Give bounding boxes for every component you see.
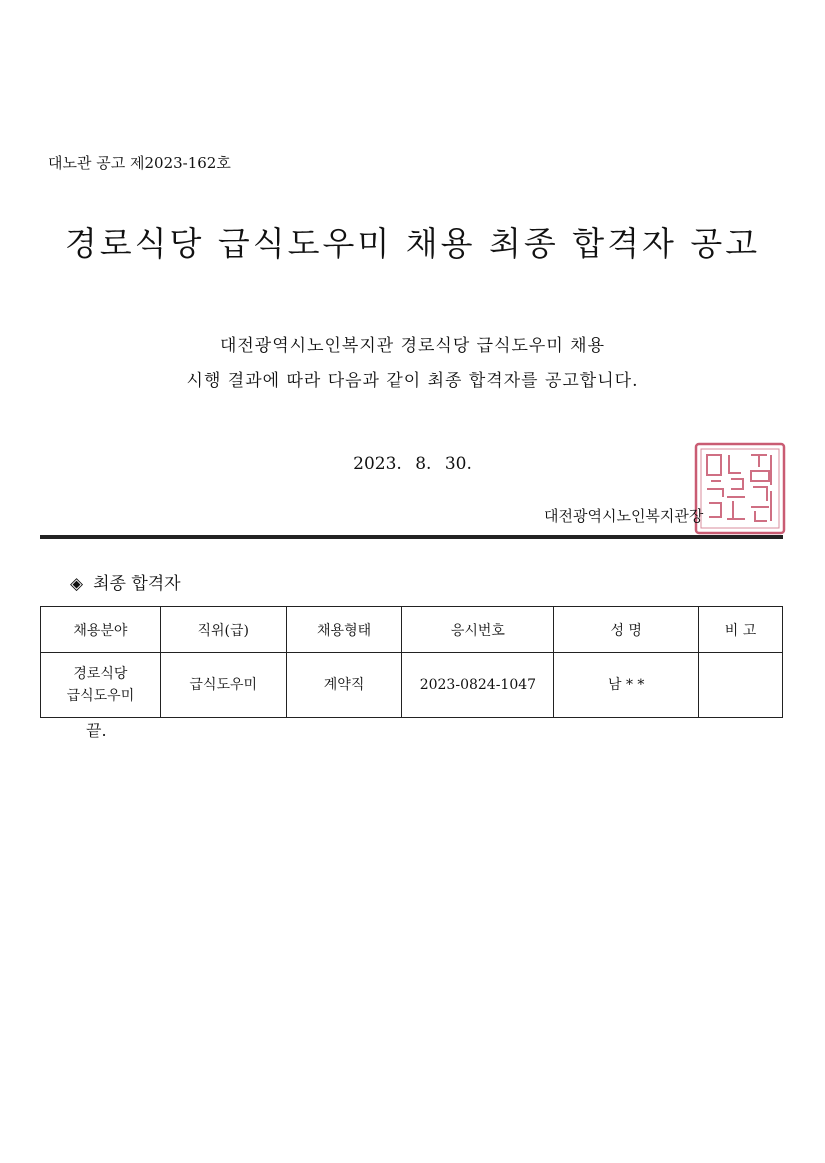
- table-header-row: [41, 607, 783, 653]
- official-seal-icon: [693, 441, 787, 536]
- field-line-2: 급식도우미: [66, 688, 135, 704]
- intro-line-1: 대전광역시노인복지관 경로식당 급식도우미 채용: [219, 336, 606, 356]
- header-recruitment-field: 채용분야: [41, 607, 161, 653]
- cell-recruitment-field: [41, 653, 161, 718]
- header-position: 직위(급): [160, 607, 286, 653]
- diamond-bullet-icon: ◈: [70, 574, 84, 594]
- table-row: [41, 653, 783, 718]
- header-employment-type: 채용형태: [286, 607, 402, 653]
- end-mark: 끝.: [86, 721, 107, 740]
- field-line-1: 경로식당: [73, 666, 128, 682]
- cell-position: 급식도우미: [160, 653, 286, 718]
- page-title: 경로식당 급식도우미 채용 최종 합격자 공고: [64, 224, 761, 263]
- final-applicants-table: [40, 606, 783, 718]
- cell-exam-number: 2023-0824-1047: [402, 653, 554, 718]
- section-title: 최종 합격자: [93, 574, 181, 594]
- issuer-name: 대전광역시노인복지관장: [544, 507, 704, 525]
- cell-employment-type: 계약직: [286, 653, 402, 718]
- announcement-date: 2023. 8. 30.: [353, 454, 472, 474]
- header-exam-number: 응시번호: [402, 607, 554, 653]
- cell-name: 남 * *: [554, 653, 699, 718]
- header-note: 비 고: [699, 607, 783, 653]
- notice-number: 대노관 공고 제2023-162호: [48, 154, 231, 172]
- intro-line-2: 시행 결과에 따라 다음과 같이 최종 합격자를 공고합니다.: [186, 371, 639, 391]
- cell-note: [699, 653, 783, 718]
- section-heading: [70, 569, 181, 594]
- divider-rule: [40, 535, 783, 539]
- header-name: 성 명: [554, 607, 699, 653]
